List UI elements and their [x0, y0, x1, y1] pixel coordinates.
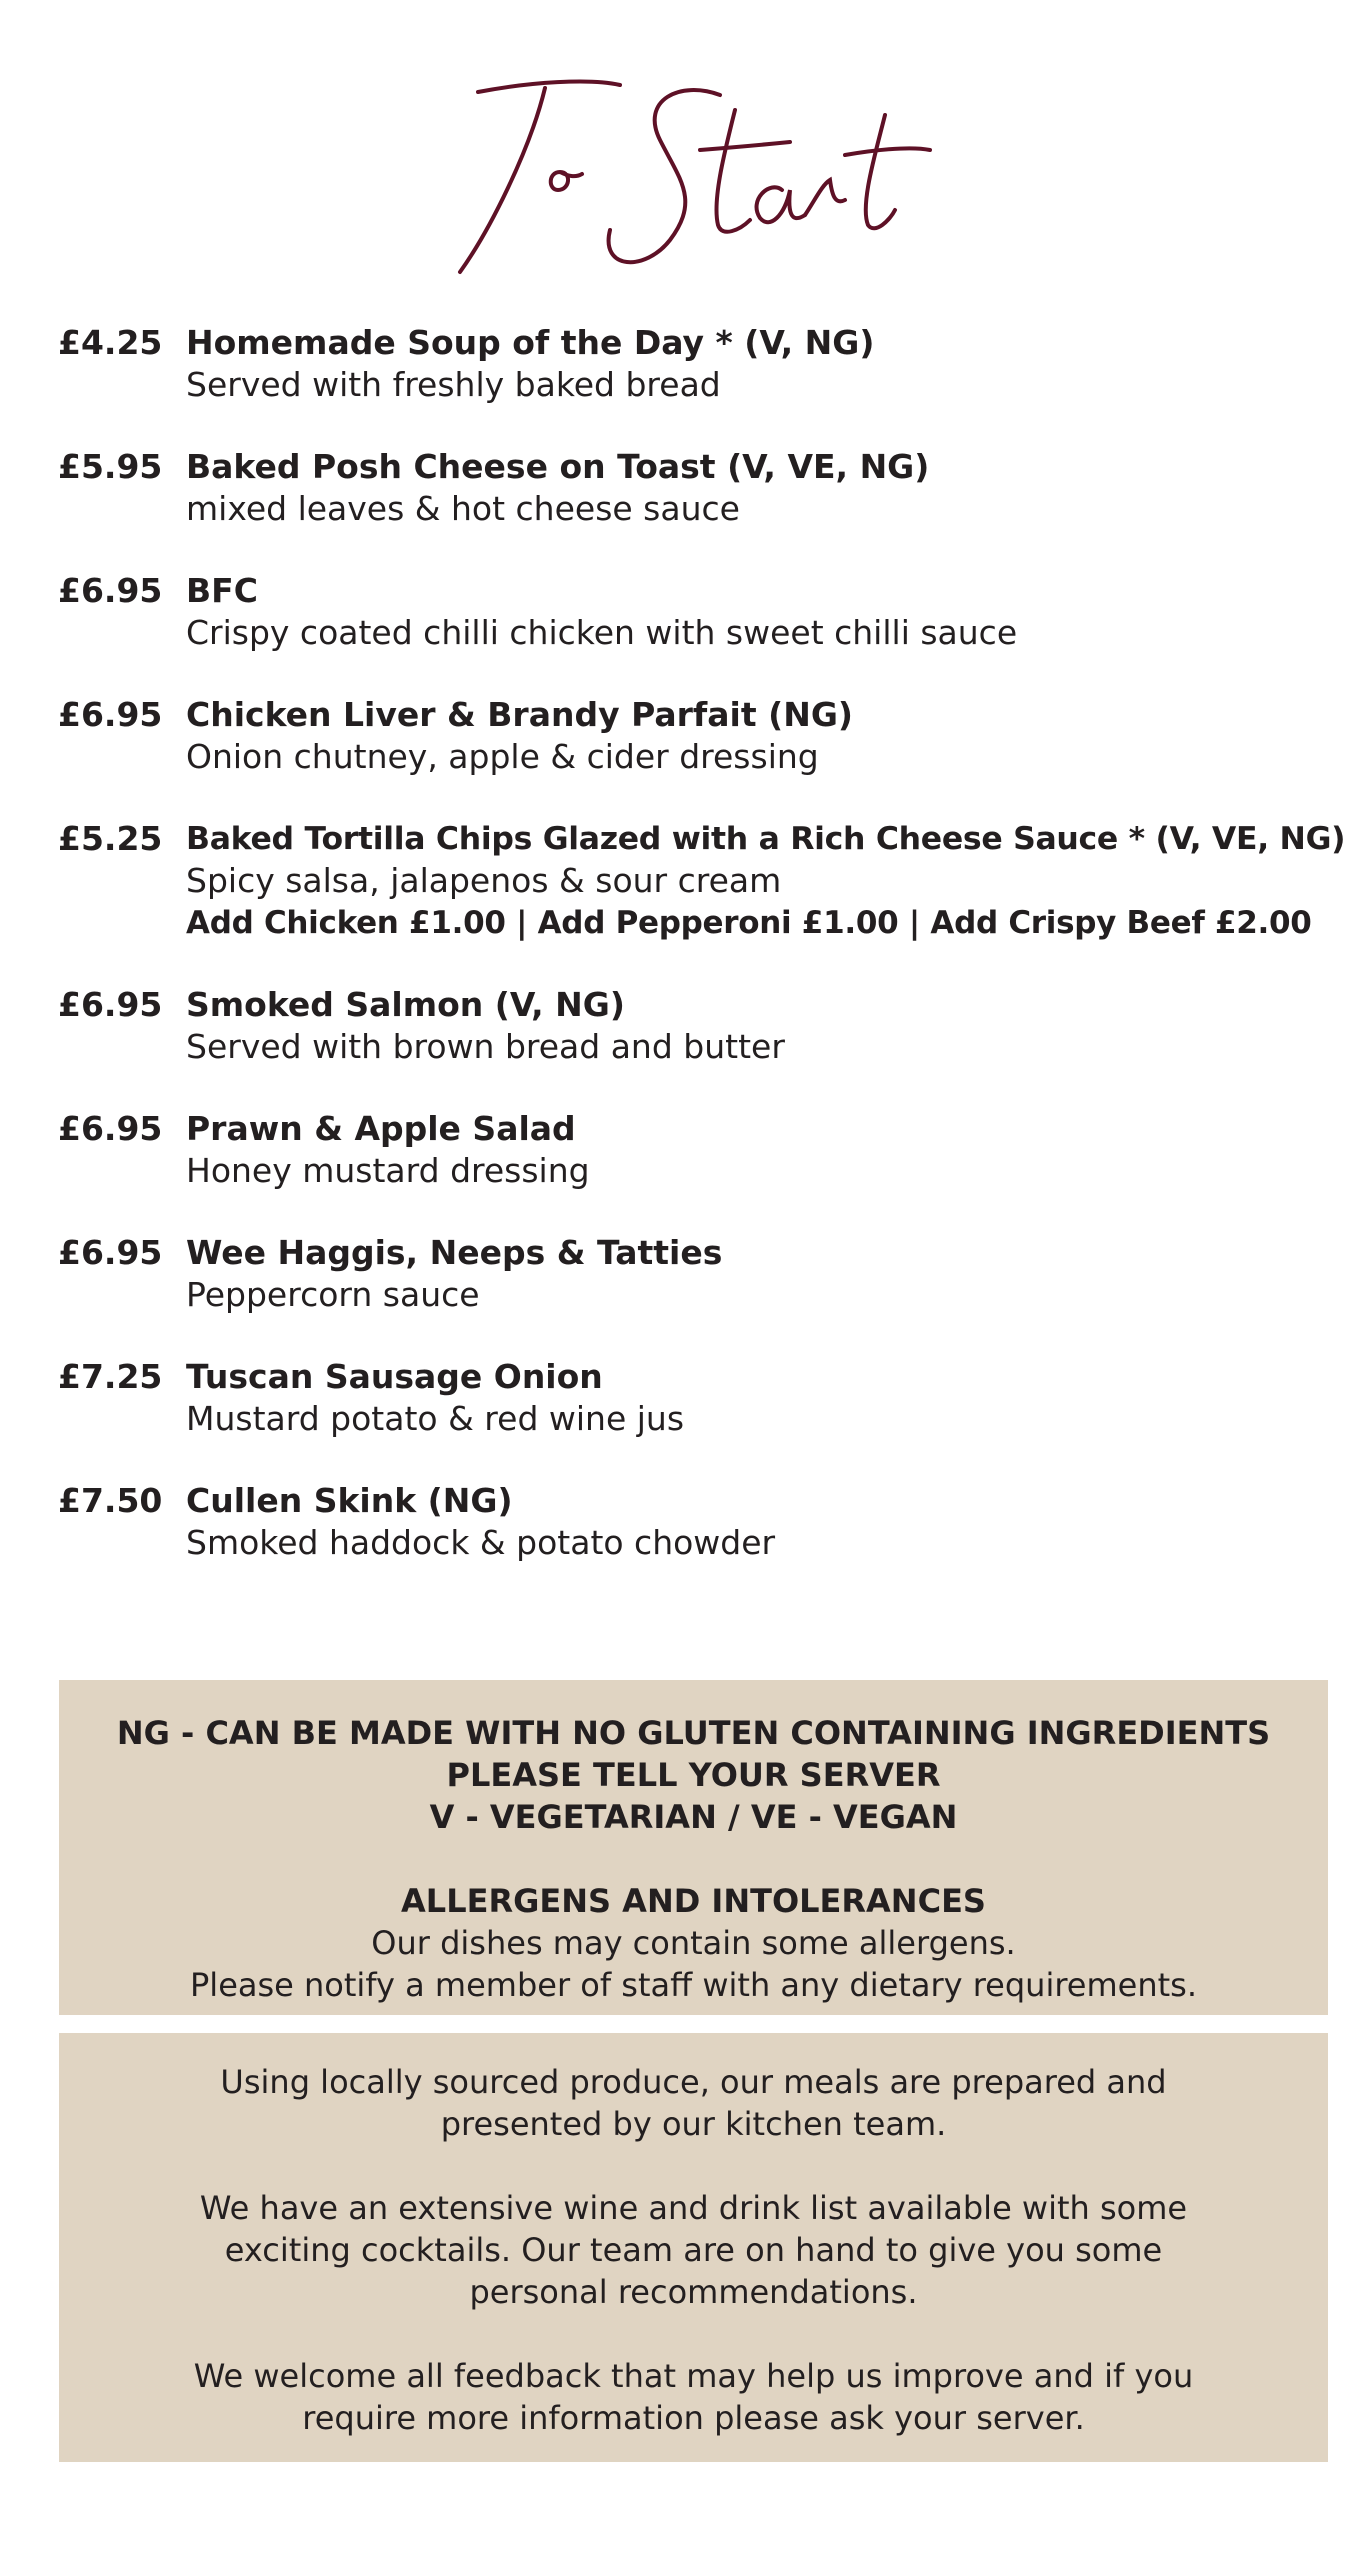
item-description: Crispy coated chilli chicken with sweet chilli sauce	[186, 613, 1018, 652]
item-name: Wee Haggis, Neeps & Tatties	[186, 1233, 723, 1272]
menu-item	[58, 1108, 1348, 1192]
menu-item	[58, 1480, 1348, 1564]
about-text: We have an extensive wine and drink list available with some	[199, 2189, 1188, 2227]
dietary-info-box	[59, 1680, 1328, 2015]
ng-note: NG - CAN BE MADE WITH NO GLUTEN CONTAINING INGREDIENTS	[116, 1714, 1271, 1752]
starters-menu	[58, 322, 1348, 1604]
item-description: Served with freshly baked bread	[186, 365, 721, 404]
about-text: Using locally sourced produce, our meals are prepared and	[220, 2063, 1167, 2101]
title-script	[0, 40, 1372, 290]
item-description: Honey mustard dressing	[186, 1151, 590, 1190]
item-name: Cullen Skink (NG)	[186, 1481, 513, 1520]
about-info-box	[59, 2033, 1328, 2462]
allergens-text: Our dishes may contain some allergens.	[371, 1924, 1016, 1962]
menu-item	[58, 1232, 1348, 1316]
about-text: require more information please ask your server.	[302, 2399, 1085, 2437]
about-text: We welcome all feedback that may help us improve and if you	[193, 2357, 1194, 2395]
menu-item	[58, 818, 1348, 944]
menu-item	[58, 1356, 1348, 1440]
item-price: £6.95	[58, 985, 163, 1024]
vegetarian-vegan-key: V - VEGETARIAN / VE - VEGAN	[429, 1798, 958, 1836]
menu-item	[58, 446, 1348, 530]
item-name: Baked Posh Cheese on Toast (V, VE, NG)	[186, 447, 930, 486]
item-name: Smoked Salmon (V, NG)	[186, 985, 625, 1024]
item-description: Onion chutney, apple & cider dressing	[186, 737, 819, 776]
menu-item	[58, 322, 1348, 406]
item-price: £6.95	[58, 1233, 163, 1272]
allergens-text: Please notify a member of staff with any dietary requirements.	[190, 1966, 1197, 2004]
item-name: Chicken Liver & Brandy Parfait (NG)	[186, 695, 853, 734]
item-price: £7.50	[58, 1481, 163, 1520]
item-price: £4.25	[58, 323, 163, 362]
tell-server-note: PLEASE TELL YOUR SERVER	[446, 1756, 941, 1794]
item-name: Homemade Soup of the Day * (V, NG)	[186, 323, 875, 362]
menu-item	[58, 984, 1348, 1068]
item-name: Baked Tortilla Chips Glazed with a Rich Cheese Sauce * (V, VE, NG)	[186, 821, 1346, 857]
item-name: BFC	[186, 571, 258, 610]
item-name: Prawn & Apple Salad	[186, 1109, 576, 1148]
about-text: personal recommendations.	[469, 2273, 918, 2311]
item-price: £7.25	[58, 1357, 163, 1396]
item-description: mixed leaves & hot cheese sauce	[186, 489, 740, 528]
item-name: Tuscan Sausage Onion	[186, 1357, 603, 1396]
item-price: £5.25	[58, 819, 163, 858]
menu-item	[58, 694, 1348, 778]
item-description: Mustard potato & red wine jus	[186, 1399, 685, 1438]
about-text: presented by our kitchen team.	[440, 2105, 947, 2143]
item-price: £6.95	[58, 1109, 163, 1148]
item-price: £5.95	[58, 447, 163, 486]
item-addons: Add Chicken £1.00 | Add Pepperoni £1.00 | Add Crispy Beef £2.00	[186, 905, 1312, 941]
item-price: £6.95	[58, 571, 163, 610]
item-description: Peppercorn sauce	[186, 1275, 480, 1314]
item-price: £6.95	[58, 695, 163, 734]
allergens-heading: ALLERGENS AND INTOLERANCES	[401, 1882, 986, 1920]
menu-item	[58, 570, 1348, 654]
item-description: Spicy salsa, jalapenos & sour cream	[186, 861, 782, 900]
page-title	[0, 40, 1372, 290]
item-description: Served with brown bread and butter	[186, 1027, 785, 1066]
about-text: exciting cocktails. Our team are on hand to give you some	[224, 2231, 1163, 2269]
item-description: Smoked haddock & potato chowder	[186, 1523, 776, 1562]
